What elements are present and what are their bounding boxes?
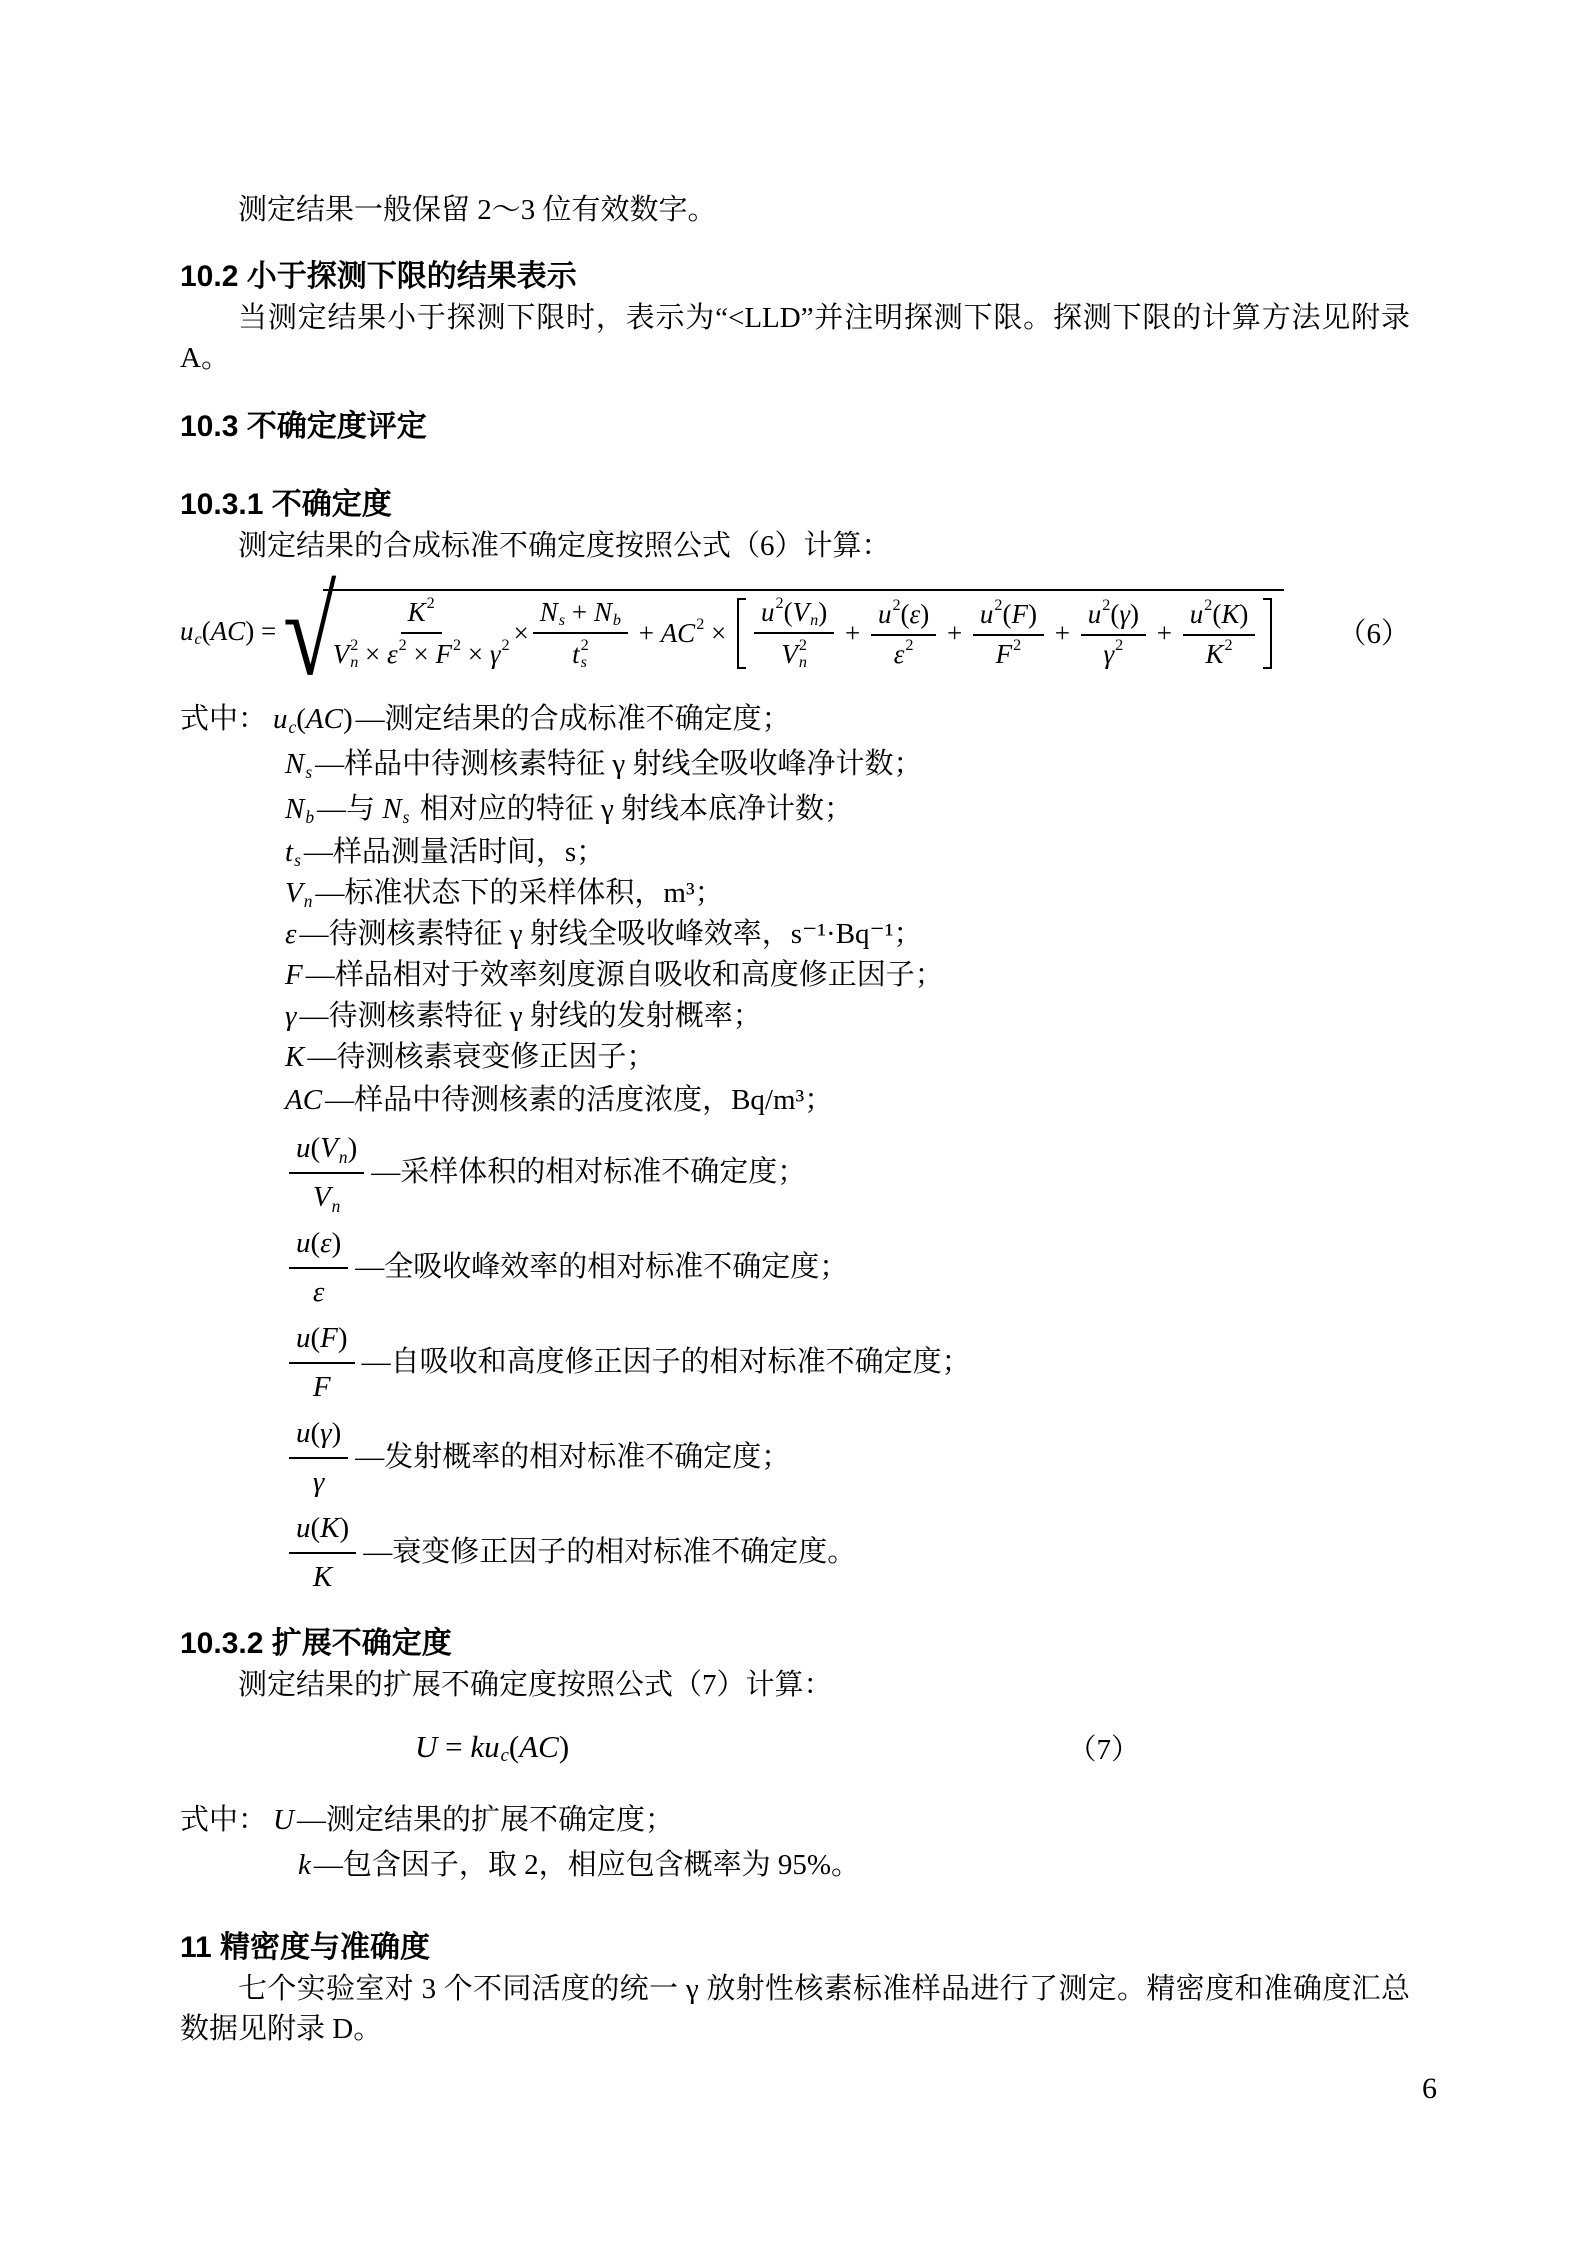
symbol-math-k: K bbox=[285, 1040, 305, 1073]
where-label: 式中： bbox=[180, 702, 268, 735]
symbol-description: —样品中待测核素特征 γ 射线全吸收峰净计数； bbox=[315, 747, 923, 780]
symbol-math-vn: V n bbox=[285, 876, 313, 912]
formula-7-math: U = k u c ( AC ) bbox=[415, 1729, 570, 1767]
symbol-def-row bbox=[180, 786, 1410, 831]
symbol-math-uvn: u ( V n ) V n bbox=[285, 1127, 368, 1217]
symbol-description: —包含因子，取 2，相应包含概率为 95%。 bbox=[313, 1848, 861, 1881]
symbol-math-f: F bbox=[285, 958, 303, 991]
symbol-def-row bbox=[180, 831, 1410, 872]
symbol-math-ns: N s bbox=[285, 747, 313, 783]
symbol-description: —测定结果的合成标准不确定度； bbox=[355, 702, 791, 735]
symbol-def-row bbox=[180, 1127, 1410, 1217]
symbol-def-row bbox=[180, 1797, 1410, 1842]
formula-6-tag: （6） bbox=[1337, 617, 1410, 650]
symbol-def-row bbox=[180, 696, 1410, 741]
symbol-def-row bbox=[180, 1317, 1410, 1407]
symbol-math-kfactor: k bbox=[298, 1848, 311, 1881]
symbol-math-uc: u c ( AC ) bbox=[273, 702, 353, 738]
symbol-definitions bbox=[180, 696, 1410, 1597]
symbol-math-uf: u ( F ) F bbox=[285, 1317, 359, 1407]
symbol-description: —待测核素特征 γ 射线全吸收峰效率，s⁻¹·Bq⁻¹； bbox=[299, 917, 923, 950]
symbol-def-row bbox=[180, 1842, 1410, 1887]
heading-11: 11 精密度与准确度 bbox=[180, 1931, 431, 1964]
symbol-description: —自吸收和高度修正因子的相对标准不确定度； bbox=[361, 1346, 971, 1378]
symbol-math-gamma: γ bbox=[285, 999, 297, 1032]
symbol-definitions-formula7 bbox=[180, 1797, 1410, 1887]
paragraph-precision: 七个实验室对 3 个不同活度的统一 γ 放射性核素标准样品进行了测定。精密度和准确度汇总数据见附录 D。 bbox=[180, 1973, 1410, 2045]
paragraph-formula6-intro: 测定结果的合成标准不确定度按照公式（6）计算： bbox=[238, 530, 891, 562]
formula-6 bbox=[180, 564, 1410, 703]
symbol-math-nb: N b bbox=[285, 792, 315, 828]
symbol-def-row bbox=[180, 1036, 1410, 1077]
symbol-description: —待测核素特征 γ 射线的发射概率； bbox=[299, 999, 762, 1032]
symbol-def-row bbox=[180, 741, 1410, 786]
symbol-description: —发射概率的相对标准不确定度； bbox=[355, 1441, 791, 1473]
symbol-def-row bbox=[180, 1077, 1410, 1122]
symbol-math-uk: u ( K ) K bbox=[285, 1507, 360, 1597]
formula-7-tag: （7） bbox=[1067, 1733, 1140, 1766]
heading-10-3: 10.3 不确定度评定 bbox=[180, 410, 427, 443]
symbol-def-row bbox=[180, 1507, 1410, 1597]
symbol-math-ugamma: u ( γ ) γ bbox=[285, 1412, 352, 1502]
symbol-description: —测定结果的扩展不确定度； bbox=[296, 1803, 674, 1836]
symbol-description: —与 bbox=[317, 792, 383, 825]
paragraph-sig-figs: 测定结果一般保留 2～3 位有效数字。 bbox=[238, 194, 717, 226]
symbol-description: —样品相对于效率刻度源自吸收和高度修正因子； bbox=[305, 958, 944, 991]
symbol-def-row bbox=[180, 995, 1410, 1036]
formula-7 bbox=[180, 1721, 1410, 1773]
symbol-description: 相对应的特征 γ 射线本底净计数； bbox=[412, 792, 854, 825]
paragraph-lld: 当测定结果小于探测下限时，表示为“<LLD”并注明探测下限。探测下限的计算方法见附录 A。 bbox=[180, 302, 1410, 374]
symbol-description: —样品测量活时间，s； bbox=[303, 835, 606, 868]
symbol-def-row bbox=[180, 913, 1410, 954]
symbol-description: —待测核素衰变修正因子； bbox=[307, 1040, 656, 1073]
symbol-description: —标准状态下的采样体积，m³； bbox=[315, 876, 724, 909]
page-number: 6 bbox=[1422, 2072, 1437, 2105]
symbol-def-row bbox=[180, 872, 1410, 913]
symbol-description: —衰变修正因子的相对标准不确定度。 bbox=[363, 1536, 857, 1568]
symbol-math-ueps: u ( ε ) ε bbox=[285, 1222, 352, 1312]
symbol-def-row bbox=[180, 1222, 1410, 1312]
heading-10-3-1: 10.3.1 不确定度 bbox=[180, 488, 392, 521]
symbol-math-ts: t s bbox=[285, 835, 301, 871]
symbol-description: —样品中待测核素的活度浓度，Bq/m³； bbox=[325, 1083, 834, 1116]
symbol-description: —全吸收峰效率的相对标准不确定度； bbox=[355, 1251, 849, 1283]
symbol-math-ns-inline: N s bbox=[382, 792, 410, 828]
heading-10-2: 10.2 小于探测下限的结果表示 bbox=[180, 260, 577, 293]
symbol-math-epsilon: ε bbox=[285, 917, 297, 950]
formula-6-math: u c ( AC ) = √ K 2 V 2 n × ε 2 × F 2 × γ 2 × N s + N b t 2 s + AC 2 × u 2 ( V n ) V 2 n + u 2 ( ε ) ε 2 + u 2 ( F ) F 2 + u 2 ( γ ) γ 2 + u 2 ( K ) K 2 bbox=[180, 589, 1284, 673]
symbol-math-ac: AC bbox=[285, 1083, 323, 1116]
symbol-def-row bbox=[180, 954, 1410, 995]
heading-10-3-2: 10.3.2 扩展不确定度 bbox=[180, 1627, 452, 1660]
symbol-math-u: U bbox=[273, 1803, 294, 1836]
paragraph-formula7-intro: 测定结果的扩展不确定度按照公式（7）计算： bbox=[238, 1669, 833, 1701]
symbol-def-row bbox=[180, 1412, 1410, 1502]
symbol-description: —采样体积的相对标准不确定度； bbox=[371, 1156, 807, 1188]
where-label: 式中： bbox=[180, 1803, 268, 1836]
